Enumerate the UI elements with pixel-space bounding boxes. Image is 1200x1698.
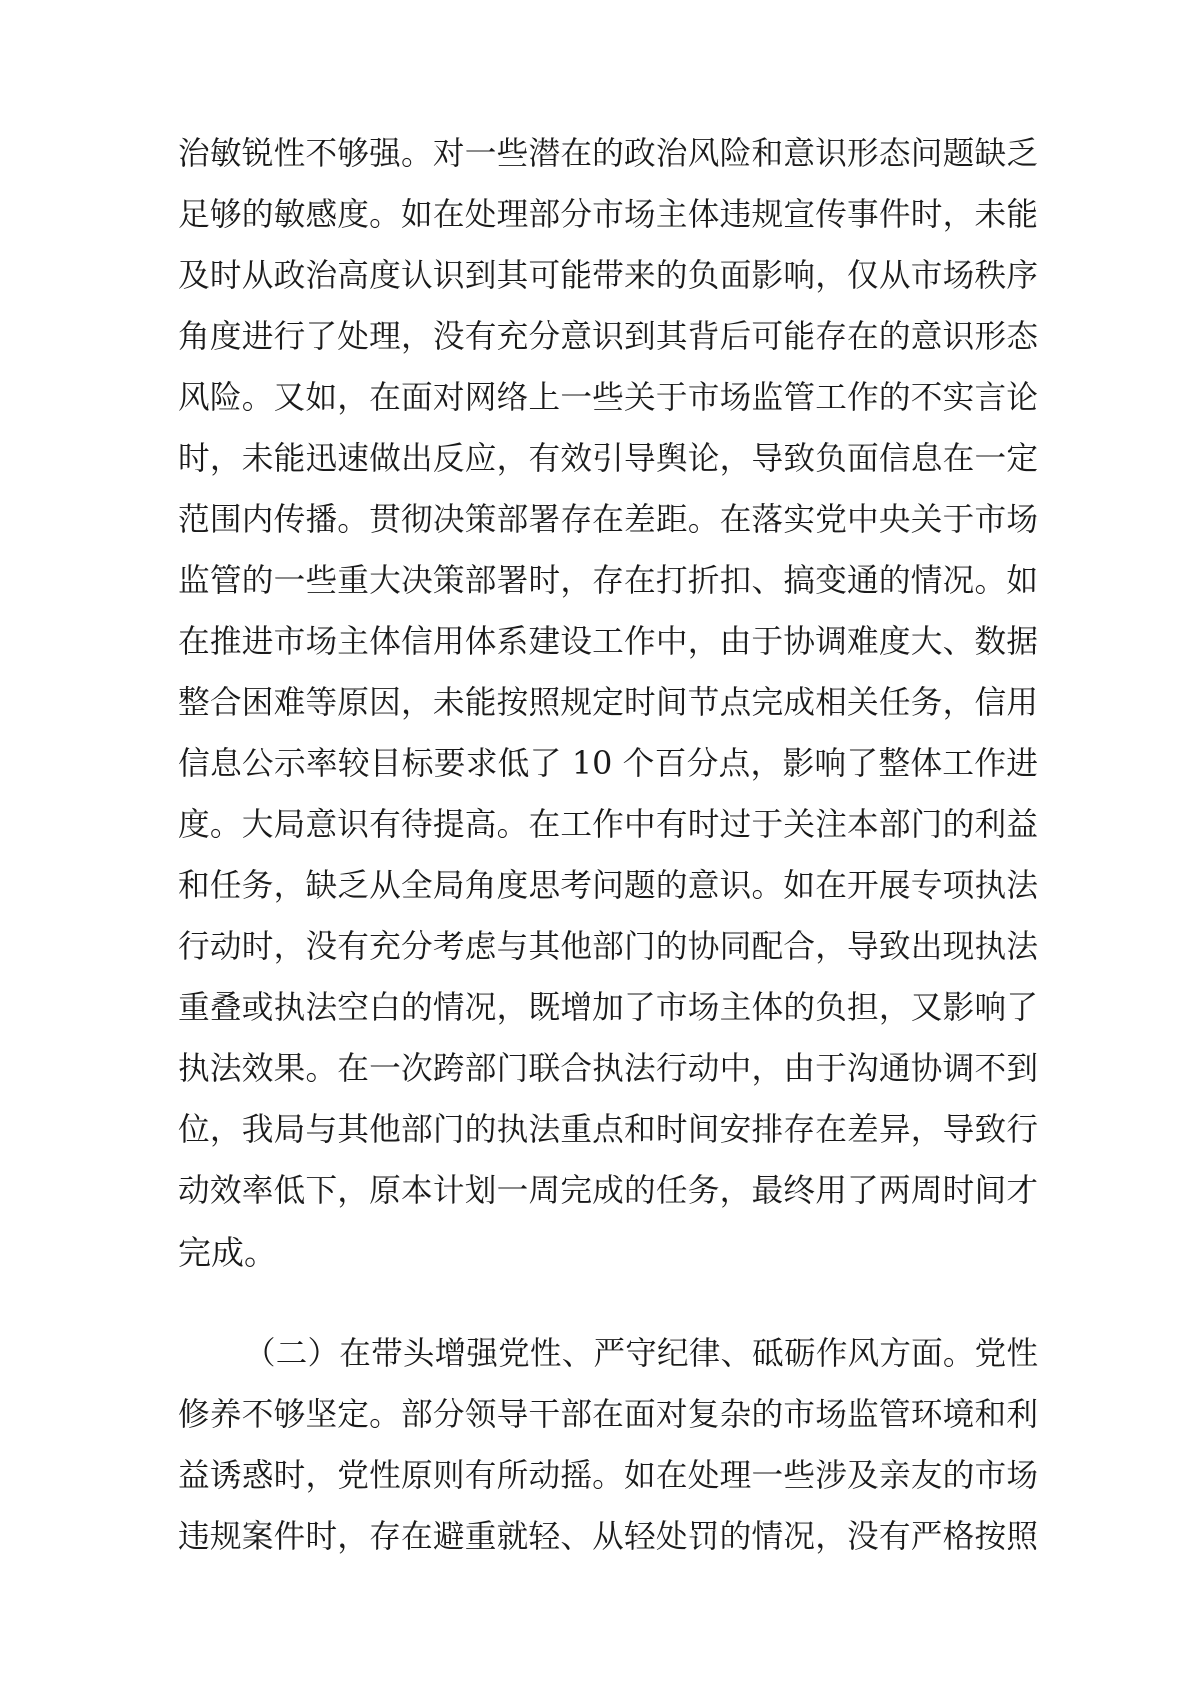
text-line: 及时从政治高度认识到其可能带来的负面影响，仅从市场秩序 xyxy=(178,258,1038,294)
text-line: 治敏锐性不够强。对一些潜在的政治风险和意识形态问题缺乏 xyxy=(178,136,1038,172)
text-line: 信息公示率较目标要求低了 10 个百分点，影响了整体工作进 xyxy=(178,746,1038,782)
text-line: 位，我局与其他部门的执法重点和时间安排存在差异，导致行 xyxy=(178,1112,1038,1148)
text-line: 重叠或执法空白的情况，既增加了市场主体的负担，又影响了 xyxy=(178,990,1038,1026)
text-line: 行动时，没有充分考虑与其他部门的协同配合，导致出现执法 xyxy=(178,929,1038,965)
text-line: 度。大局意识有待提高。在工作中有时过于关注本部门的利益 xyxy=(178,807,1038,843)
text-line: 益诱惑时，党性原则有所动摇。如在处理一些涉及亲友的市场 xyxy=(178,1458,1038,1494)
text-line: 违规案件时，存在避重就轻、从轻处罚的情况，没有严格按照 xyxy=(178,1519,1038,1555)
section-heading-line: （二）在带头增强党性、严守纪律、砥砺作风方面。党性 xyxy=(244,1336,1038,1372)
text-line: 监管的一些重大决策部署时，存在打折扣、搞变通的情况。如 xyxy=(178,563,1038,599)
text-line: 范围内传播。贯彻决策部署存在差距。在落实党中央关于市场 xyxy=(178,502,1038,538)
text-line: 角度进行了处理，没有充分意识到其背后可能存在的意识形态 xyxy=(178,319,1038,355)
paragraph-1 xyxy=(178,124,1038,1283)
text-line: 在推进市场主体信用体系建设工作中，由于协调难度大、数据 xyxy=(178,624,1038,660)
paragraph-2 xyxy=(178,1324,1038,1568)
text-line: 动效率低下，原本计划一周完成的任务，最终用了两周时间才 xyxy=(178,1173,1038,1209)
text-line: 完成。 xyxy=(178,1233,277,1272)
text-line: 时，未能迅速做出反应，有效引导舆论，导致负面信息在一定 xyxy=(178,441,1038,477)
text-line: 修养不够坚定。部分领导干部在面对复杂的市场监管环境和利 xyxy=(178,1397,1038,1433)
text-line: 风险。又如，在面对网络上一些关于市场监管工作的不实言论 xyxy=(178,380,1038,416)
text-line: 执法效果。在一次跨部门联合执法行动中，由于沟通协调不到 xyxy=(178,1051,1038,1087)
text-line: 整合困难等原因，未能按照规定时间节点完成相关任务，信用 xyxy=(178,685,1038,721)
text-line: 和任务，缺乏从全局角度思考问题的意识。如在开展专项执法 xyxy=(178,868,1038,904)
text-line: 足够的敏感度。如在处理部分市场主体违规宣传事件时，未能 xyxy=(178,197,1038,233)
